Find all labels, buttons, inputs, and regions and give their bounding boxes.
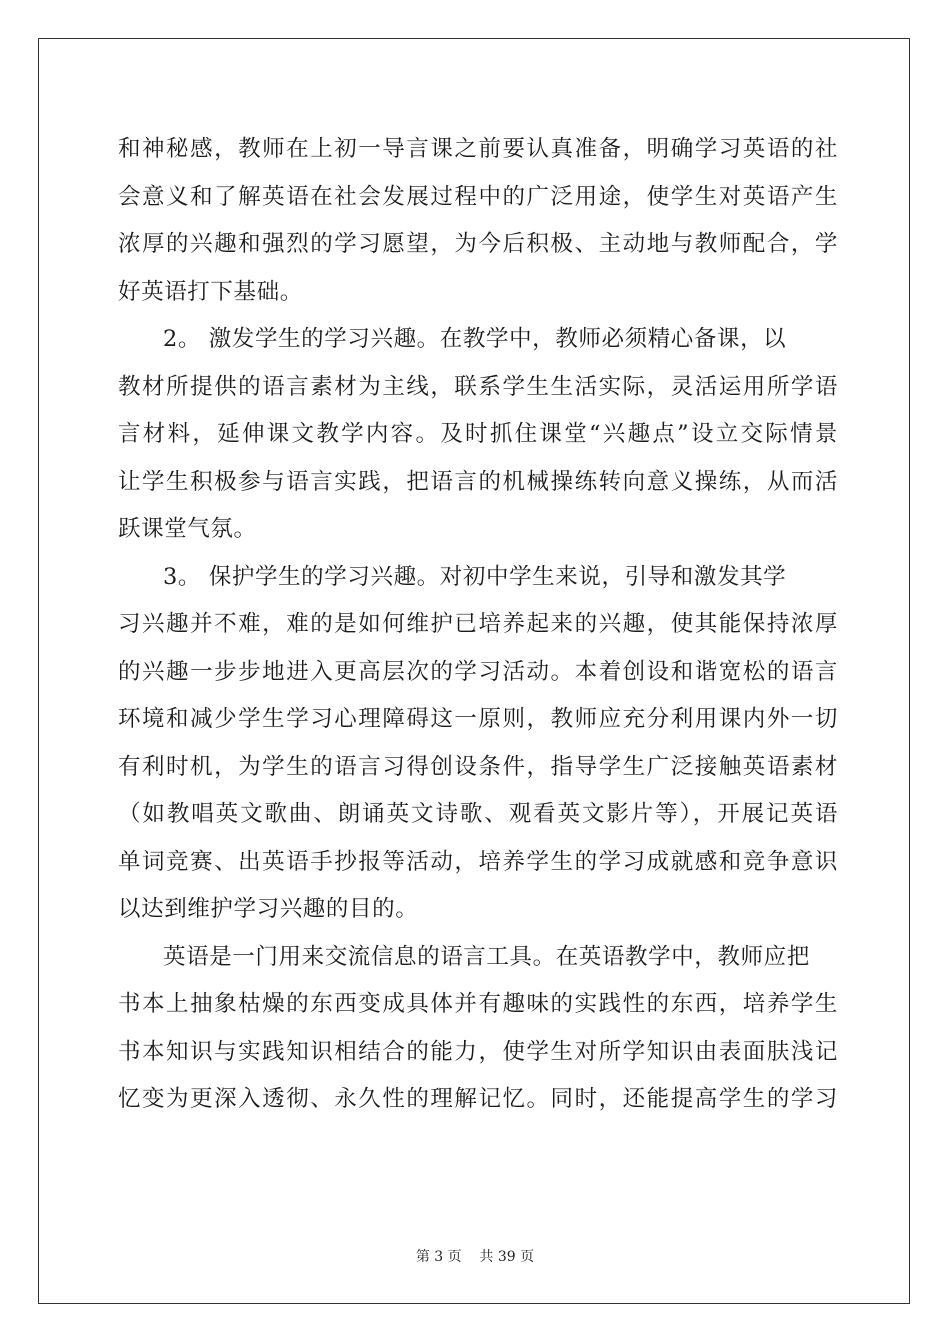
text-line: 忆变为更深入透彻、永久性的理解记忆。同时，还能提高学生的学习	[118, 1086, 838, 1112]
text-line: 习兴趣并不难，难的是如何维护已培养起来的兴趣，使其能保持浓厚	[118, 611, 838, 637]
text-line: 跃课堂气氛。	[118, 516, 257, 542]
text-line: 和神秘感，教师在上初一导言课之前要认真准备，明确学习英语的社	[118, 136, 838, 162]
text-line: 好英语打下基础。	[118, 278, 303, 305]
text-line: 有利时机，为学生的语言习得创设条件，指导学生广泛接触英语素材	[118, 753, 838, 780]
text-line: 书本知识与实践知识相结合的能力，使学生对所学知识由表面肤浅记	[118, 1038, 838, 1065]
text-line: 浓厚的兴趣和强烈的学习愿望，为今后积极、主动地与教师配合，学	[118, 231, 838, 257]
page-footer	[0, 1246, 950, 1266]
text-line: 3。 保护学生的学习兴趣。对初中学生来说，引导和激发其学	[163, 563, 787, 590]
text-line: 环境和减少学生学习心理障碍这一原则，教师应充分利用课内外一切	[118, 706, 838, 732]
text-line: 让学生积极参与语言实践，把语言的机械操练转向意义操练，从而活	[118, 468, 838, 495]
text-line: （如教唱英文歌曲、朗诵英文诗歌、观看英文影片等），开展记英语	[118, 801, 838, 827]
text-line: 单词竞赛、出英语手抄报等活动，培养学生的学习成就感和竞争意识	[118, 848, 838, 875]
document-body	[118, 126, 838, 1124]
page-number: 第 3 页 共 39 页	[415, 1249, 535, 1265]
text-line: 教材所提供的语言素材为主线，联系学生生活实际，灵活运用所学语	[118, 373, 838, 400]
text-line: 2。 激发学生的学习兴趣。在教学中，教师必须精心备课，以	[163, 326, 787, 352]
text-line: 英语是一门用来交流信息的语言工具。在英语教学中，教师应把	[163, 943, 810, 970]
text-line: 以达到维护学习兴趣的目的。	[118, 896, 419, 922]
text-line: 言材料，延伸课文教学内容。及时抓住课堂“兴趣点”设立交际情景	[118, 421, 838, 447]
text-line: 会意义和了解英语在社会发展过程中的广泛用途，使学生对英语产生	[118, 183, 838, 210]
text-line: 书本上抽象枯燥的东西变成具体并有趣味的实践性的东西，培养学生	[118, 991, 838, 1017]
text-line: 的兴趣一步步地进入更高层次的学习活动。本着创设和谐宽松的语言	[118, 658, 838, 685]
